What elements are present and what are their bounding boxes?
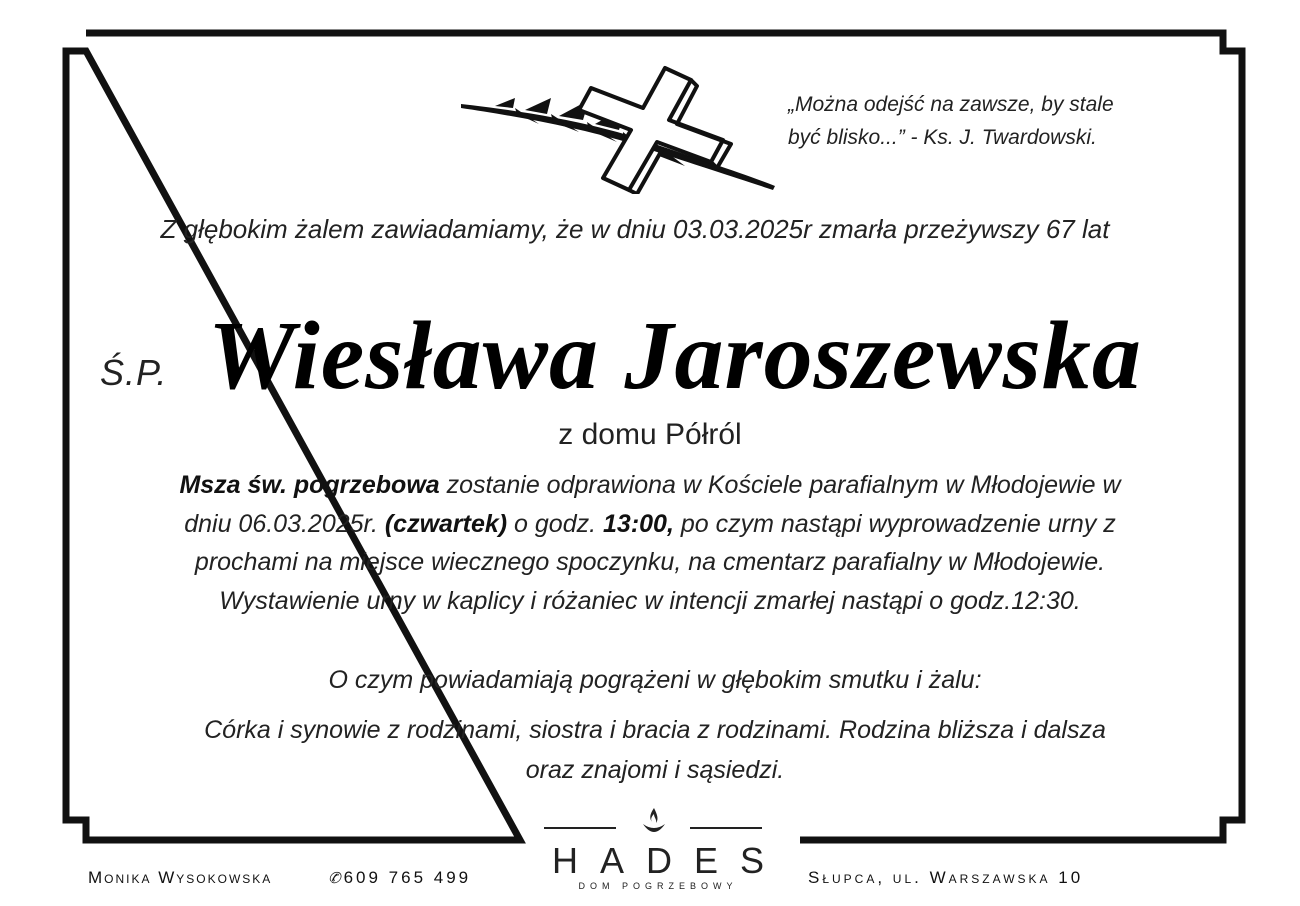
ceremony-line-1: [100, 466, 1200, 505]
mourners-line-1: Córka i synowie z rodzinami, siostra i bracia z rodzinami. Rodzina bliższa i dalsza: [204, 716, 1106, 744]
maiden-name: z domu Półról: [558, 418, 742, 451]
death-announcement-intro: Z głębokim żalem zawiadamiamy, że w dniu 03.03.2025r zmarła przeżywszy 67 lat: [160, 214, 1110, 244]
ceremony-line-1-text: zostanie odprawiona w Kościele parafialnym w Młodojewie w: [439, 471, 1121, 499]
ceremony-line-4: Wystawienie urny w kaplicy i różaniec w intencji zmarłej nastąpi o godz.12:30.: [219, 586, 1081, 615]
ceremony-time-label: o godz.: [507, 509, 604, 538]
phone-icon: ✆: [328, 870, 344, 887]
logo-name: HADES: [552, 840, 787, 881]
funeral-ceremony-details: [100, 466, 1200, 620]
ceremony-time: 13:00,: [603, 509, 674, 538]
logo-subtitle: DOM POGRZEBOWY: [578, 881, 738, 891]
mourners-line-2: oraz znajomi i sąsiedzi.: [525, 756, 785, 784]
epitaph-quote: [788, 88, 1208, 154]
deceased-name: Wiesława Jaroszewska: [208, 302, 1142, 410]
ceremony-line-2: [100, 505, 1200, 544]
ceremony-line-2-text: po czym nastąpi wyprowadzenie urny z: [673, 509, 1116, 538]
phone-number: 609 765 499: [343, 868, 472, 887]
sp-prefix: Ś.P.: [100, 352, 168, 393]
cross-with-palm-icon: [455, 62, 785, 194]
address: Słupca, ul. Warszawska 10: [808, 868, 1084, 887]
phone-contact: [328, 868, 471, 888]
funeral-mass-label: Msza św. pogrzebowa: [179, 471, 440, 499]
mourners-intro: O czym powiadamiają pogrążeni w głębokim smutku i żalu:: [328, 666, 982, 694]
quote-line-2: być blisko...” - Ks. J. Twardowski.: [788, 126, 1097, 149]
mourners-list: [120, 710, 1190, 790]
ceremony-weekday: (czwartek): [384, 509, 508, 538]
contact-name: Monika Wysokowska: [88, 868, 273, 887]
ceremony-date: dniu 06.03.2025r.: [184, 509, 385, 538]
flame-bowl-icon: [640, 806, 668, 838]
quote-line-1: „Można odejść na zawsze, by stale: [788, 93, 1114, 116]
ceremony-line-3: prochami na miejsce wiecznego spoczynku, na cmentarz parafialny w Młodojewie.: [194, 548, 1106, 576]
